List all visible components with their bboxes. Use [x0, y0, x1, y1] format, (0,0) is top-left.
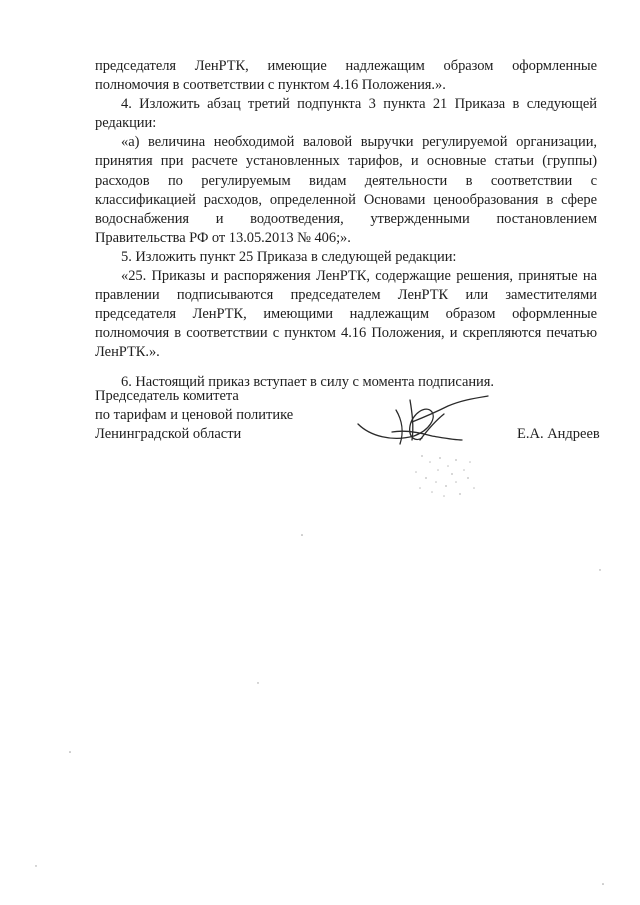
- position-line: Председатель комитета: [95, 388, 239, 404]
- paragraph-item-4: 4. Изложить абзац третий подпункта 3 пункта 21 Приказа в следующей редакции:: [95, 96, 597, 132]
- handwritten-signature-icon: [352, 392, 502, 502]
- paragraph-item-5: 5. Изложить пункт 25 Приказа в следующей редакции:: [121, 248, 457, 265]
- signer-name: Е.А. Андреев: [517, 426, 600, 442]
- document-body: [95, 57, 597, 392]
- signatory-position: [95, 387, 293, 444]
- paragraph-continuation: председателя ЛенРТК, имеющие надлежащим образом оформленные полномочия в соответствии с пунктом 4.16 Положения.».: [95, 58, 597, 94]
- paragraph-item-6: 6. Настоящий приказ вступает в силу с момента подписания.: [121, 373, 494, 390]
- paragraph-item-5-quote: «25. Приказы и распоряжения ЛенРТК, содержащие решения, принятые на правлении подписываются председателем ЛенРТК или заместителями председателя ЛенРТК, имеющими надлежащим образом оформленные полномочия в соответствии с пунктом 4.16 Положения, и скрепляются печатью ЛенРТК.».: [95, 268, 597, 361]
- paragraph-item-4-quote: «а) величина необходимой валовой выручки регулируемой организации, принятия при расчете установленных тарифов, и основные статьи (группы) расходов по регулируемым видам деятельности в соответствии с классификацией расходов, определенной Основами ценообразования в сфере водоснабжения и водоотведения, утвержденными постановлением Правительства РФ от 13.05.2013 № 406;».: [95, 134, 597, 246]
- position-line: Ленинградской области: [95, 426, 242, 443]
- position-line: по тарифам и ценовой политике: [95, 407, 294, 424]
